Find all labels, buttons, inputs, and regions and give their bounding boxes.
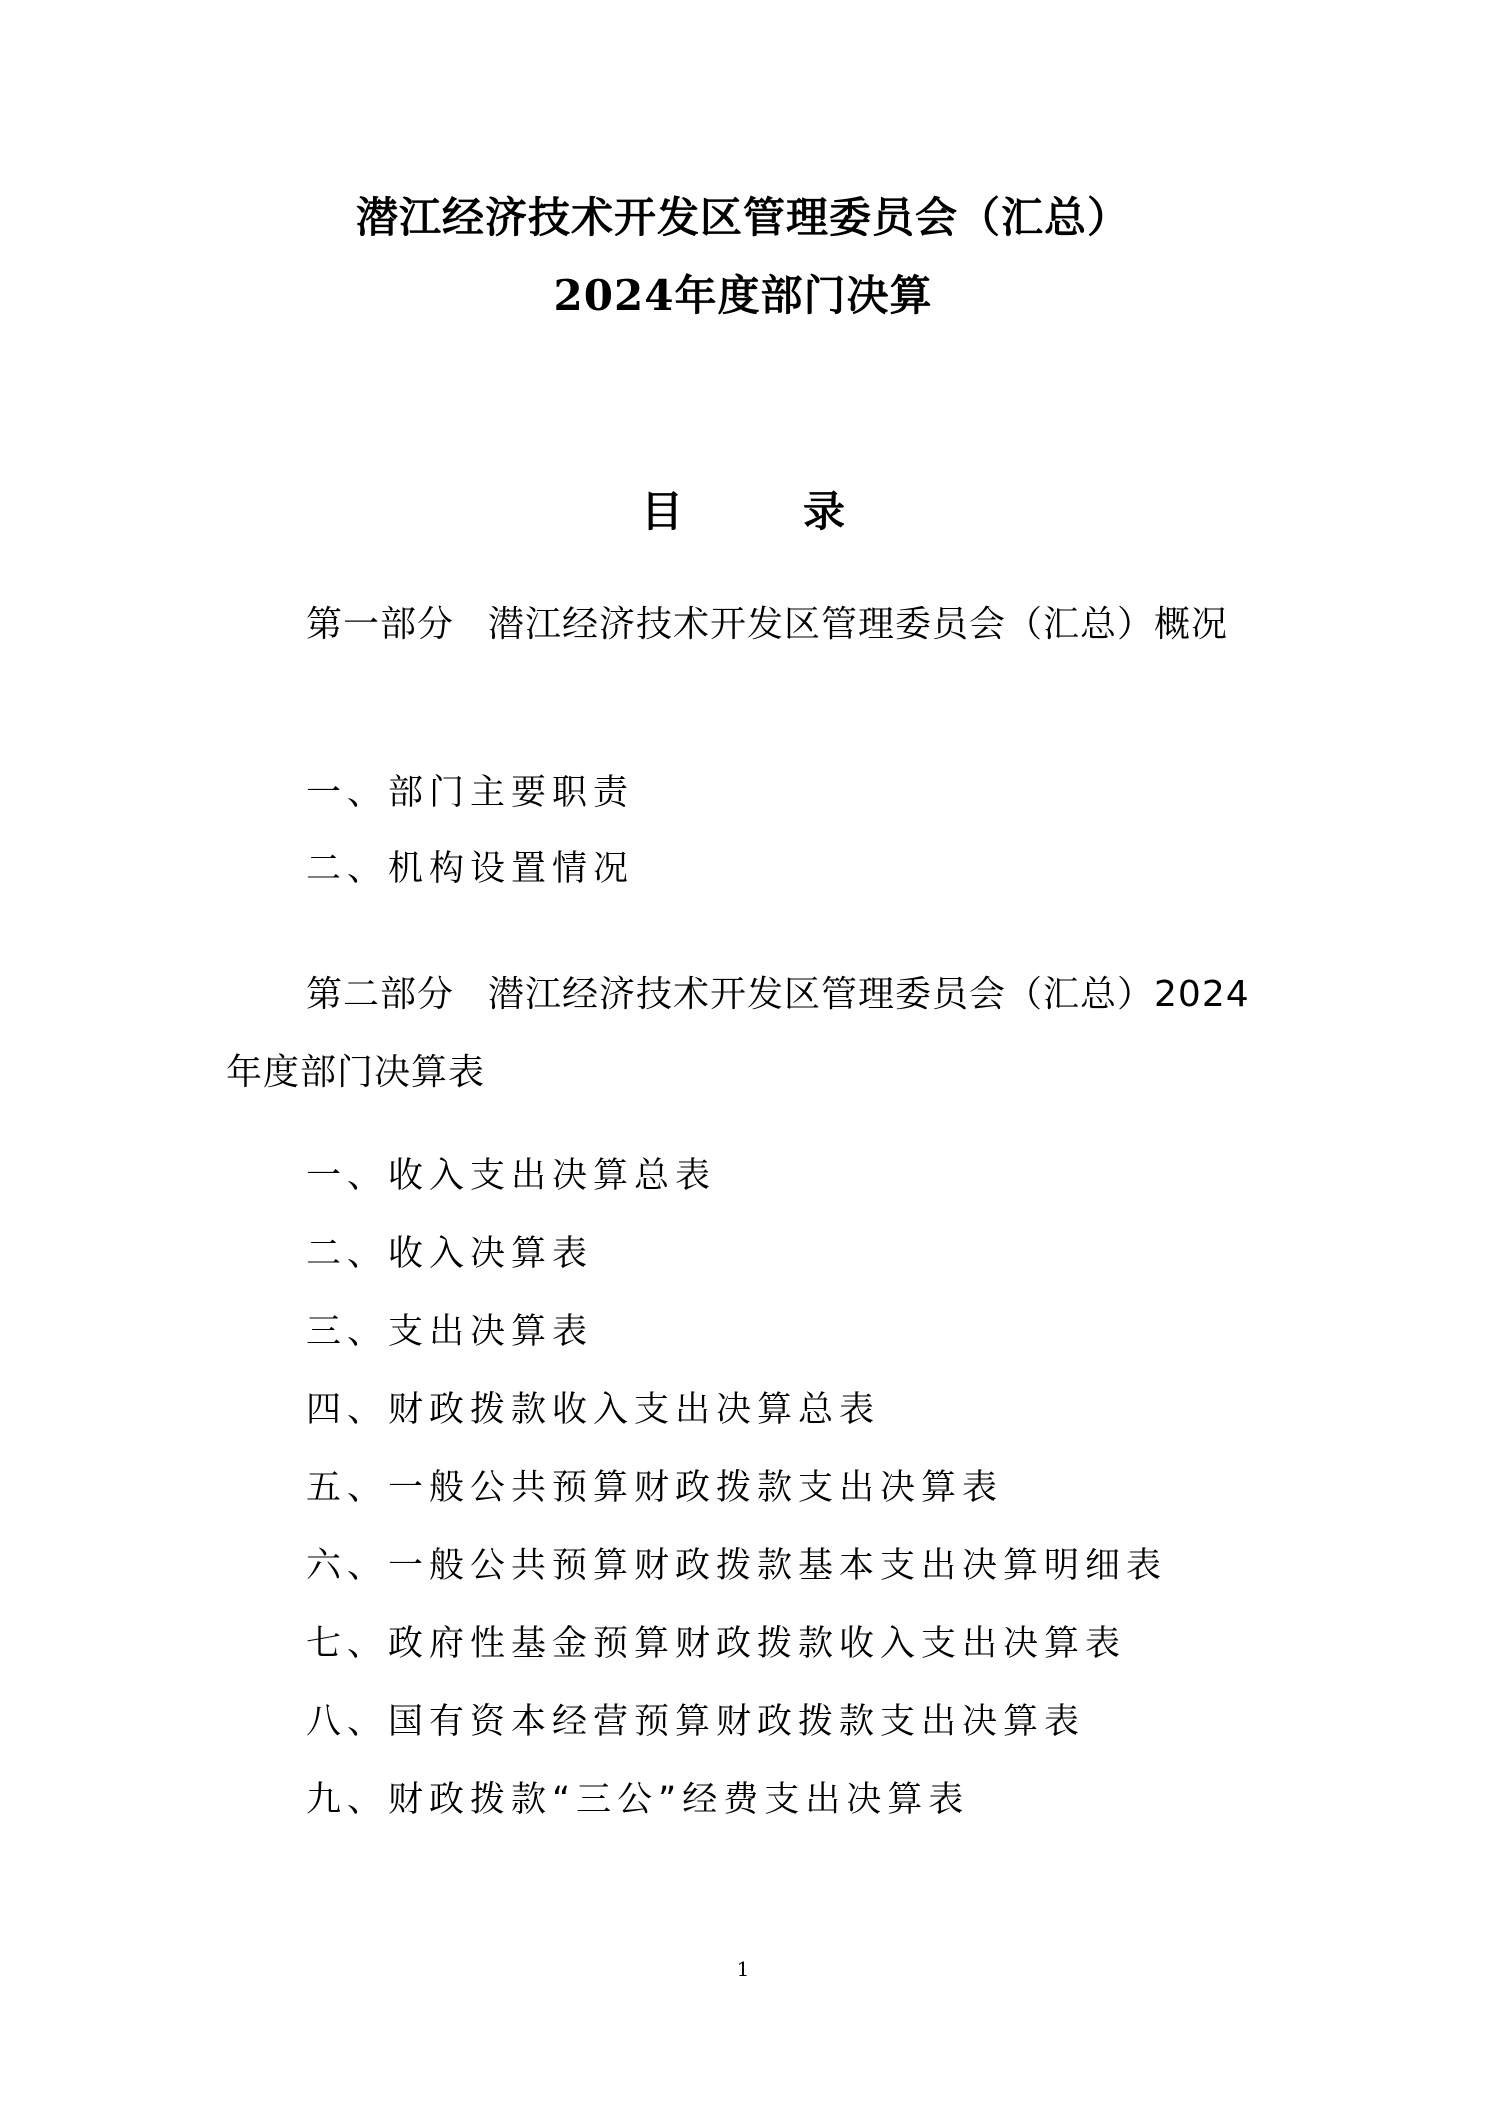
toc-part2-item: 七、政府性基金预算财政拨款收入支出决算表 [306,1624,1127,1664]
toc-part1-heading [226,586,1266,664]
toc-part2-heading [226,956,1266,1112]
toc-part2-title: 潜江经济技术开发区管理委员会（汇总）2024年度部门决算表 [226,974,1250,1093]
toc-part2-label: 第二部分 [306,974,455,1015]
toc-part1-title: 潜江经济技术开发区管理委员会（汇总）概况 [488,604,1229,645]
toc-part2-item: 八、国有资本经营预算财政拨款支出决算表 [306,1702,1086,1742]
toc-part1-label: 第一部分 [306,604,455,645]
toc-part1-item: 一、部门主要职责 [306,773,635,813]
toc-part2-item: 一、收入支出决算总表 [306,1156,717,1196]
page-number: 1 [736,1957,750,1981]
toc-part2-item: 四、财政拨款收入支出决算总表 [306,1390,881,1430]
toc-part2-item: 九、财政拨款“三公”经费支出决算表 [306,1780,970,1820]
toc-heading [0,484,1486,540]
toc-heading-char1: 目 [640,487,683,536]
toc-part1-item: 二、机构设置情况 [306,849,635,889]
document-title-line1: 潜江经济技术开发区管理委员会（汇总） [355,193,1130,242]
toc-part2-item: 三、支出决算表 [306,1312,594,1352]
toc-part2-item: 六、一般公共预算财政拨款基本支出决算明细表 [306,1546,1168,1586]
toc-heading-char2: 录 [803,487,846,536]
toc-part2-item: 二、收入决算表 [306,1234,594,1274]
toc-part2-item: 五、一般公共预算财政拨款支出决算表 [306,1468,1004,1508]
document-title-line2: 2024年度部门决算 [553,271,933,320]
